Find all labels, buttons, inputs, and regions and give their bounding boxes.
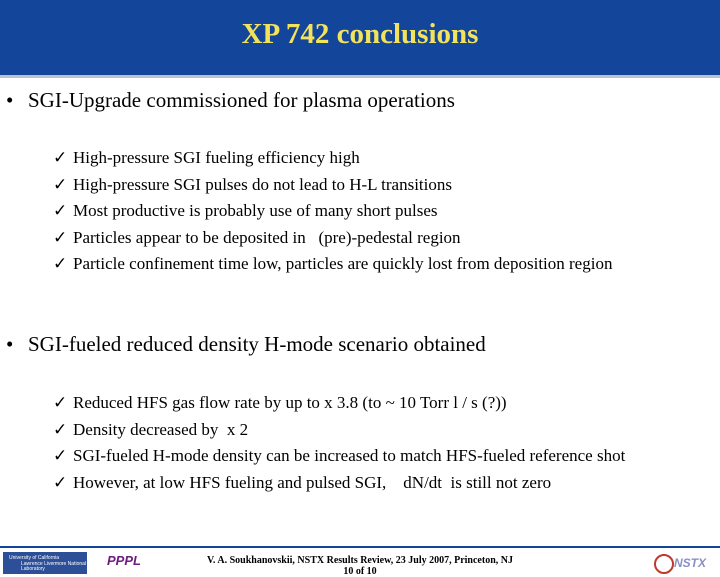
checkmark-icon: ✓ [53,201,68,220]
checkmark-icon: ✓ [53,148,68,167]
list-item-text: However, at low HFS fueling and pulsed SGI, dN/dt is still not zero [73,472,552,492]
section-heading-text: SGI-Upgrade commissioned for plasma operations [28,88,455,112]
list-item-text: Density decreased by x 2 [73,419,249,439]
pppl-logo: PPPL [107,553,141,568]
section-heading-1 [6,88,455,113]
list-item-text: Reduced HFS gas flow rate by up to x 3.8 (to ~ 10 Torr l / s (?)) [73,393,507,412]
checkmark-icon: ✓ [53,174,68,194]
list-item [53,443,653,470]
list-item-text: High-pressure SGI pulses do not lead to H-L transitions [73,174,452,194]
bullet-icon: • [6,332,14,356]
nstx-logo [652,553,716,573]
list-item-text: Most productive is probably use of many short pulses [73,201,438,220]
list-item [53,417,653,444]
slide-title: XP 742 conclusions [241,18,479,50]
llnl-logo-top-text: University of California [9,555,60,561]
list-item [53,470,653,497]
bullet-icon: • [6,88,14,112]
footer-rule [0,546,720,548]
list-item-text: High-pressure SGI fueling efficiency high [73,148,360,167]
list-item [53,390,653,417]
checkmark-icon: ✓ [53,419,68,439]
checklist-2 [53,390,653,496]
title-rule [0,75,720,78]
section-heading-2 [6,332,486,357]
section-heading-text: SGI-fueled reduced density H-mode scenario obtained [28,332,486,356]
checkmark-icon: ✓ [53,472,68,492]
checklist-1 [53,145,673,278]
page-number: 10 of 10 [343,566,377,577]
list-item-text: Particles appear to be deposited in (pre)-pedestal region [73,227,461,247]
nstx-ring-icon [654,554,674,574]
list-item [53,225,673,252]
checkmark-icon: ✓ [53,393,68,412]
list-item [53,251,673,278]
llnl-logo [3,552,87,574]
checkmark-icon: ✓ [53,446,68,465]
checkmark-icon: ✓ [53,254,68,273]
llnl-logo-text: Lawrence Livermore National Laboratory [21,561,87,572]
list-item [53,172,673,199]
nstx-logo-text: NSTX [674,556,707,570]
list-item [53,145,673,172]
checkmark-icon: ✓ [53,227,68,247]
list-item-text: Particle confinement time low, particles are quickly lost from deposition region [73,254,613,273]
footer-credit: V. A. Soukhanovskii, NSTX Results Review, 23 July 2007, Princeton, NJ [207,555,513,566]
list-item [53,198,673,225]
list-item-text: SGI-fueled H-mode density can be increased to match HFS-fueled reference shot [73,446,626,465]
